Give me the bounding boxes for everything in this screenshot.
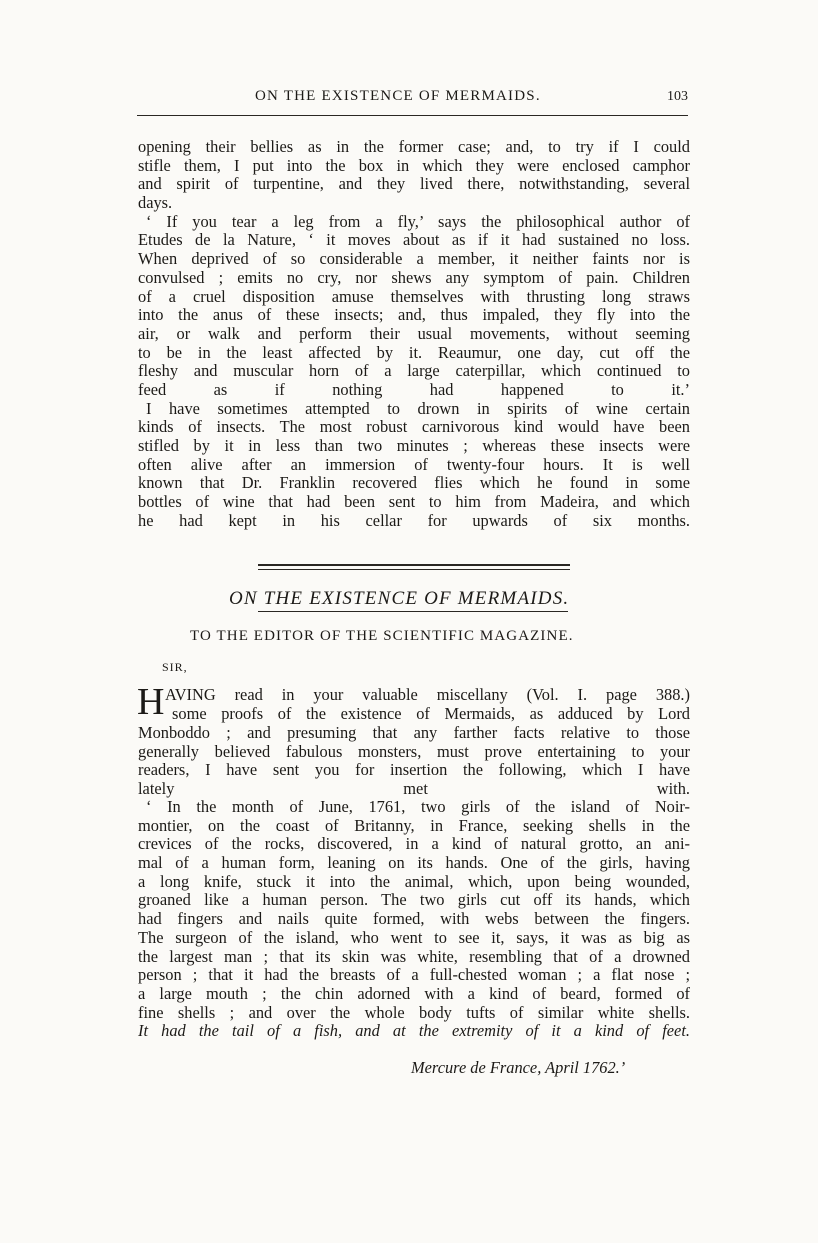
text-line: kinds of insects. The most robust carnivorous kind would have been	[138, 417, 690, 437]
previous-article-text	[138, 138, 690, 530]
drop-cap: H	[137, 681, 165, 723]
article-title: ON THE EXISTENCE OF MERMAIDS.	[229, 588, 570, 609]
text-line: AVING read in your valuable miscellany (Vol. I. page 388.)	[165, 685, 690, 704]
text-line: opening their bellies as in the former case; and, to try if I could	[138, 137, 690, 156]
text-line: readers, I have sent you for insertion the following, which I have	[138, 760, 690, 780]
section-divider	[258, 564, 570, 566]
text-line: often alive after an immersion of twenty-four hours. It is well	[138, 454, 690, 474]
to-editor-heading: TO THE EDITOR OF THE SCIENTIFIC MAGAZINE.	[190, 628, 574, 644]
text-line: When deprived of so considerable a member, it neither faints nor is	[138, 249, 690, 269]
title-underline	[258, 611, 568, 612]
first-line	[165, 686, 690, 705]
text-line: lately met with.	[138, 779, 690, 799]
salutation: SIR,	[162, 660, 188, 674]
text-line: I have sometimes attempted to drown in spirits of wine certain	[146, 398, 690, 418]
text-line: he had kept in his cellar for upwards of six months.	[138, 510, 690, 530]
text-line: bottles of wine that had been sent to him from Madeira, and which	[138, 492, 690, 512]
text-line: Monboddo ; and presuming that any farther facts relative to those	[138, 723, 690, 742]
text-line: generally believed fabulous monsters, must prove entertaining to your	[138, 741, 690, 761]
text-line: ‘ In the month of June, 1761, two girls of the island of Noir-	[146, 797, 690, 816]
text-line: montier, on the coast of Britanny, in France, seeking shells in the	[138, 815, 690, 835]
text-line: feed as if nothing had happened to it.’	[138, 379, 690, 399]
text-line: days.	[138, 193, 173, 213]
text-line: crevices of the rocks, discovered, in a kind of natural grotto, an ani-	[138, 834, 690, 854]
book-title-line: Etudes de la Nature, ‘ it moves about as if it had sustained no loss.	[138, 230, 690, 250]
text-line: a large mouth ; the chin adorned with a kind of beard, formed of	[138, 983, 690, 1003]
page-header	[137, 88, 688, 110]
text-line: of a cruel disposition amuse themselves with thrusting long straws	[138, 286, 690, 306]
text-line: The surgeon of the island, who went to see it, says, it was as big as	[138, 927, 690, 947]
text-line: known that Dr. Franklin recovered flies which he found in some	[138, 473, 690, 493]
text-line: air, or walk and perform their usual movements, without seeming	[138, 323, 690, 343]
text-line: some proofs of the existence of Mermaids, as adduced by Lord	[172, 704, 690, 723]
text-line: stifle them, I put into the box in which they were enclosed camphor	[138, 155, 690, 175]
text-line: fine shells ; and over the whole body tufts of similar white shells.	[138, 1002, 690, 1022]
text-line: mal of a human form, leaning on its hands. One of the girls, having	[138, 853, 690, 873]
section-divider	[258, 569, 570, 570]
page-number: 103	[667, 89, 688, 104]
text-line: to be in the least affected by it. Reaumur, one day, cut off the	[138, 342, 690, 362]
source-citation: Mercure de France, April 1762.’	[411, 1058, 626, 1077]
intro-paragraph	[138, 724, 690, 799]
quoted-account	[138, 798, 690, 1041]
text-line: It had the tail of a fish, and at the extremity of it a kind of feet.	[138, 1021, 690, 1041]
running-head: ON THE EXISTENCE OF MERMAIDS.	[255, 88, 541, 104]
text-line: had fingers and nails quite formed, with webs between the fingers.	[138, 909, 690, 929]
text-line: groaned like a human person. The two girls cut off its hands, which	[138, 890, 690, 910]
text-line: ‘ If you tear a leg from a fly,’ says the philosophical author of	[146, 211, 690, 231]
text-line: person ; that it had the breasts of a full-chested woman ; a flat nose ;	[138, 965, 690, 985]
text-line: fleshy and muscular horn of a large caterpillar, which continued to	[138, 361, 690, 381]
text-line: into the anus of these insects; and, thus impaled, they fly into the	[138, 305, 690, 325]
text-line: convulsed ; emits no cry, nor shews any symptom of pain. Children	[138, 267, 690, 287]
text-line	[138, 231, 690, 250]
text-line: and spirit of turpentine, and they lived there, notwithstanding, several	[138, 174, 690, 194]
header-rule	[137, 115, 688, 116]
text-line: stifled by it in less than two minutes ; whereas these insects were	[138, 436, 690, 455]
second-line	[172, 705, 690, 724]
text-line: a long knife, stuck it into the animal, which, upon being wounded,	[138, 871, 690, 891]
text-line: the largest man ; that its skin was white, resembling that of a drowned	[138, 946, 690, 966]
